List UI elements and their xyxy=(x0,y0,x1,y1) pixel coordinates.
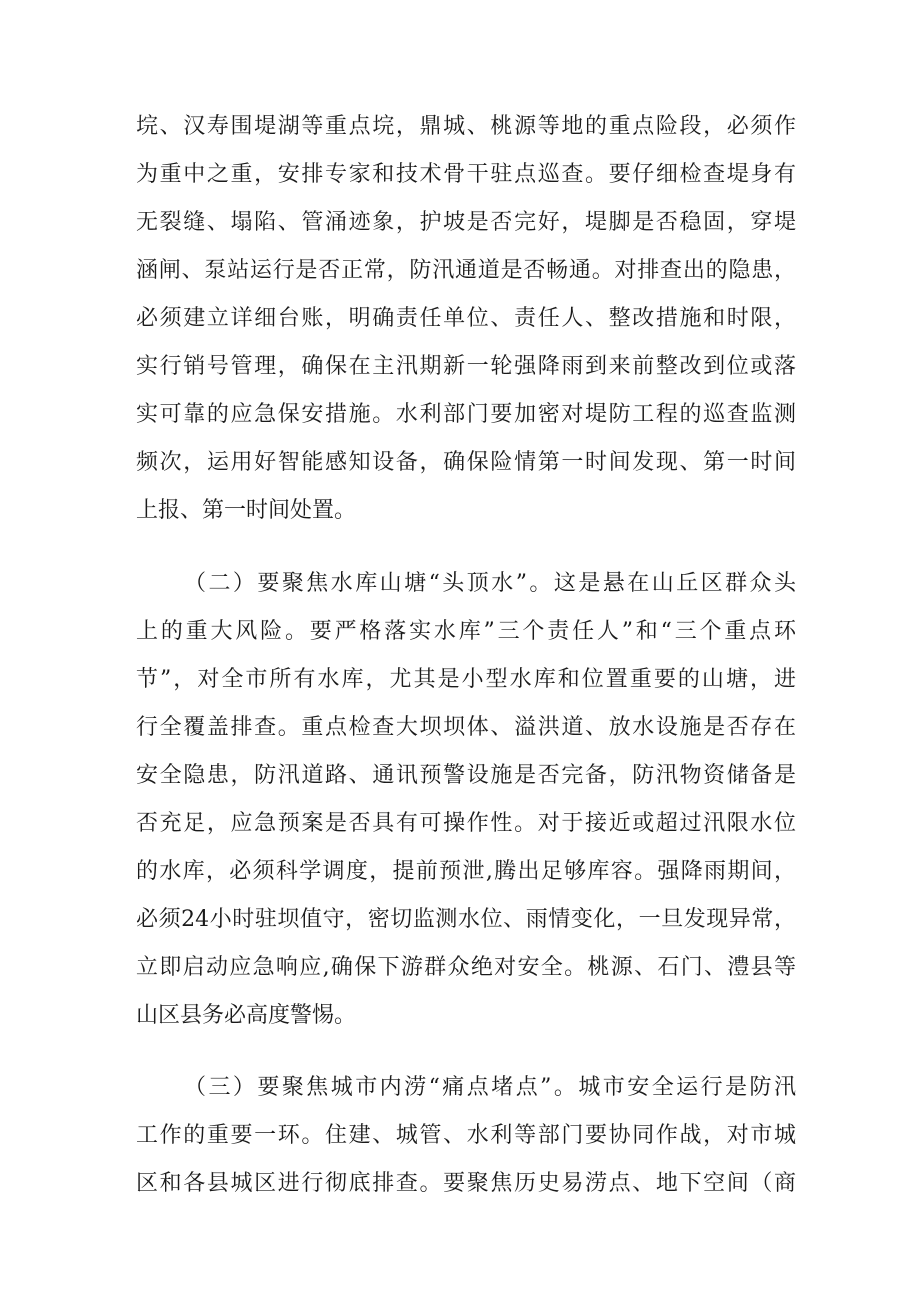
text-line: 为重中之重，安排专家和技术骨干驻点巡查。要仔细检查堤身有 xyxy=(136,162,796,187)
text-line: 上报、第一时间处置。 xyxy=(136,498,357,523)
text-line: 节”，对全市所有水库，尤其是小型水库和位置重要的山塘，进 xyxy=(136,667,796,692)
text-line: 安全隐患，防汛道路、通讯预警设施是否完备，防汛物资储备是 xyxy=(136,763,796,788)
text-line: 上的重大风险。要严格落实水库”三个责任人”和“三个重点环 xyxy=(136,619,796,644)
text-line: 垸、汉寿围堤湖等重点垸，鼎城、桃源等地的重点险段，必须作 xyxy=(136,114,796,139)
text-line: 实行销号管理，确保在主汛期新一轮强降雨到来前整改到位或落 xyxy=(136,354,796,379)
text-line: 无裂缝、塌陷、管涌迹象，护坡是否完好，堤脚是否稳固，穿堤 xyxy=(136,210,796,235)
text-line: 立即启动应急响应,确保下游群众绝对安全。桃源、石门、澧县等 xyxy=(136,955,796,980)
text-line: （三）要聚焦城市内涝“痛点堵点”。城市安全运行是防汛 xyxy=(184,1075,796,1100)
text-line: 否充足，应急预案是否具有可操作性。对于接近或超过汛限水位 xyxy=(136,811,796,836)
text-line: 实可靠的应急保安措施。水利部门要加密对堤防工程的巡查监测 xyxy=(136,402,796,427)
text-line: 工作的重要一环。住建、城管、水利等部门要协同作战，对市城 xyxy=(136,1123,796,1148)
text-line: 的水库，必须科学调度，提前预泄,腾出足够库容。强降雨期间， xyxy=(136,859,796,884)
text-line: 行全覆盖排查。重点检查大坝坝体、溢洪道、放水设施是否存在 xyxy=(136,715,796,740)
text-line: 区和各县城区进行彻底排查。要聚焦历史易涝点、地下空间（商 xyxy=(136,1171,796,1196)
text-line: 涵闸、泵站运行是否正常，防汛通道是否畅通。对排查出的隐患， xyxy=(136,258,796,283)
text-line: （二）要聚焦水库山塘“头顶水”。这是悬在山丘区群众头 xyxy=(184,571,796,596)
text-line: 频次，运用好智能感知设备，确保险情第一时间发现、第一时间 xyxy=(136,450,796,475)
text-line: 必须24小时驻坝值守，密切监测水位、雨情变化，一旦发现异常， xyxy=(136,907,796,932)
text-line: 山区县务必高度警惕。 xyxy=(136,1003,357,1028)
text-line: 必须建立详细台账，明确责任单位、责任人、整改措施和时限， xyxy=(136,306,796,331)
